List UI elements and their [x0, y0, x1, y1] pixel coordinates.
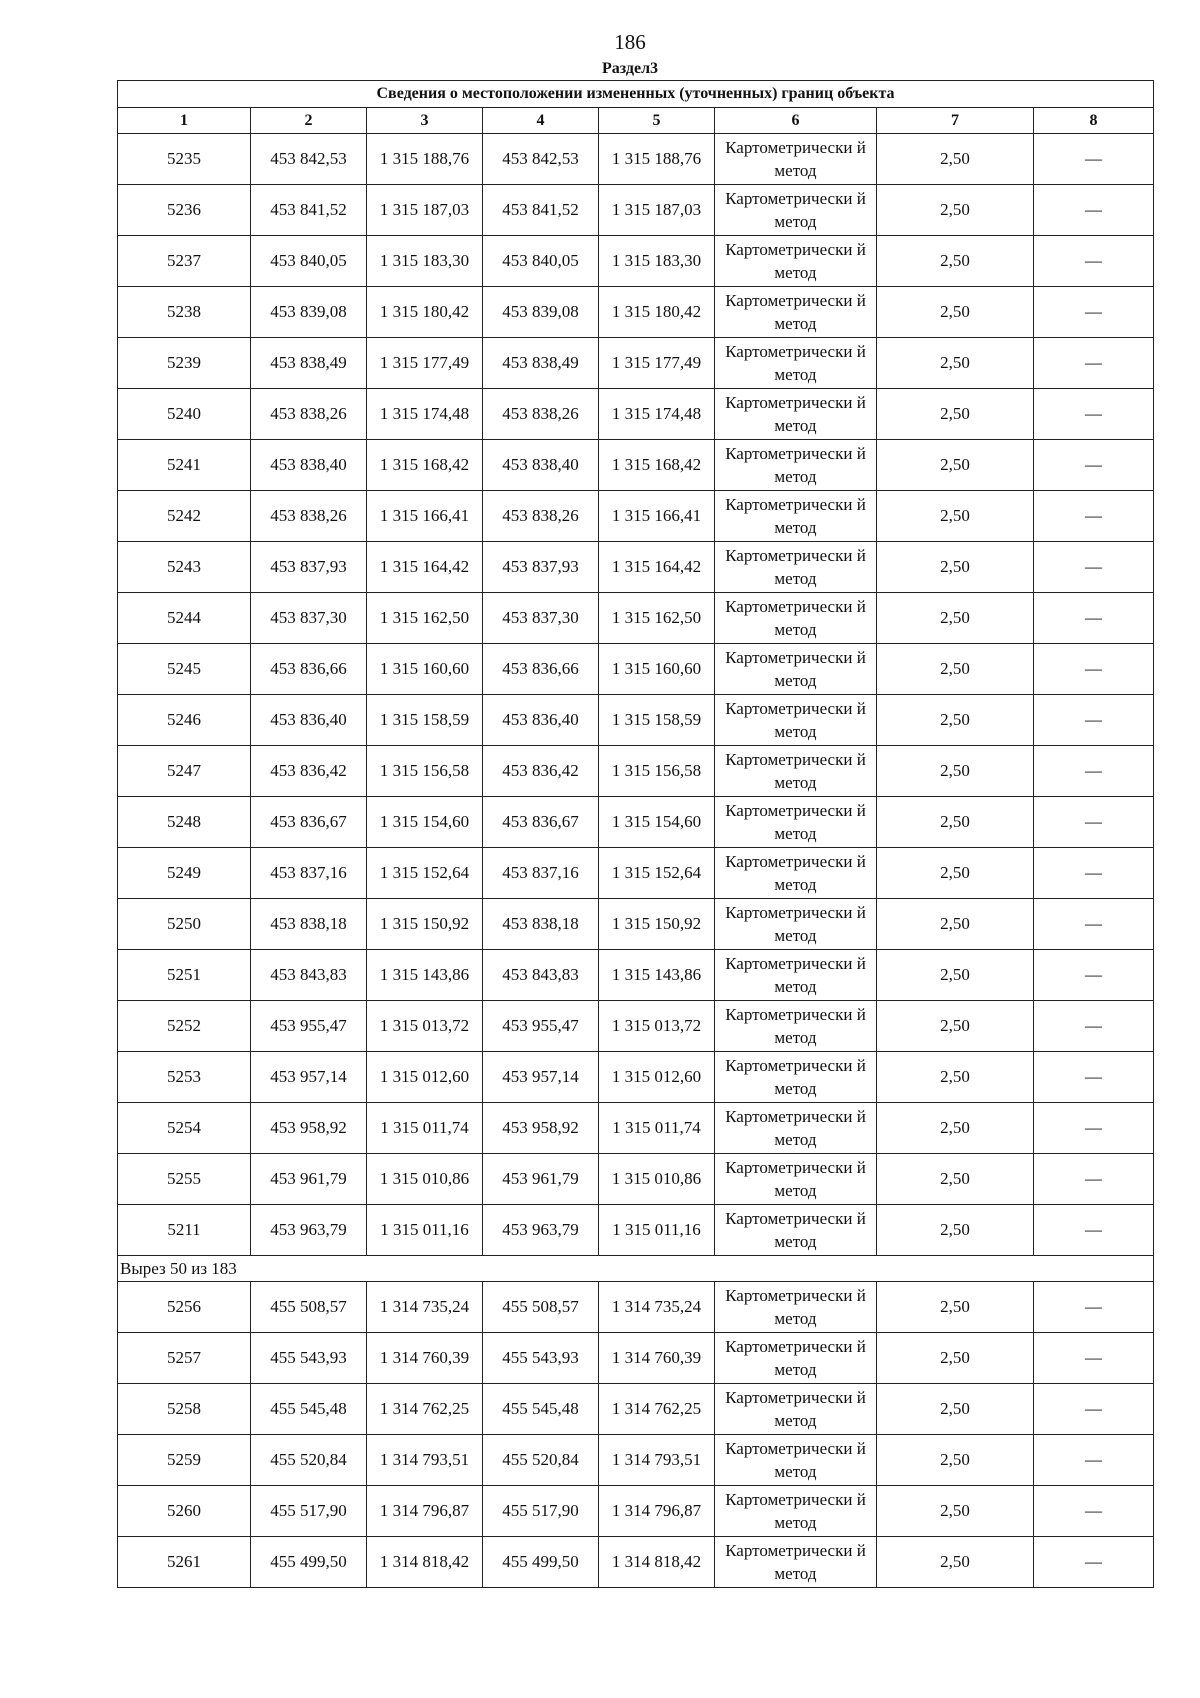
x-new-cell: 453 837,93: [483, 542, 599, 593]
method-cell: Картометрически й метод: [715, 1435, 877, 1486]
y-old-cell: 1 315 154,60: [367, 797, 483, 848]
accuracy-cell: 2,50: [877, 1205, 1034, 1256]
y-new-cell: 1 315 152,64: [599, 848, 715, 899]
y-old-cell: 1 315 183,30: [367, 236, 483, 287]
x-old-cell: 453 961,79: [251, 1154, 367, 1205]
table-row: [118, 746, 1154, 797]
x-new-cell: 453 841,52: [483, 185, 599, 236]
method-cell: Картометрически й метод: [715, 797, 877, 848]
description-cell: —: [1034, 389, 1154, 440]
point-number-cell: 5252: [118, 1001, 251, 1052]
x-new-cell: 453 838,26: [483, 491, 599, 542]
x-old-cell: 453 836,42: [251, 746, 367, 797]
table-row: [118, 1435, 1154, 1486]
y-old-cell: 1 315 188,76: [367, 134, 483, 185]
point-number-cell: 5241: [118, 440, 251, 491]
description-cell: —: [1034, 848, 1154, 899]
y-new-cell: 1 315 162,50: [599, 593, 715, 644]
point-number-cell: 5239: [118, 338, 251, 389]
y-new-cell: 1 314 818,42: [599, 1537, 715, 1588]
y-new-cell: 1 314 762,25: [599, 1384, 715, 1435]
point-number-cell: 5256: [118, 1282, 251, 1333]
point-number-cell: 5258: [118, 1384, 251, 1435]
section-title: Раздел3: [601, 60, 659, 77]
y-new-cell: 1 315 158,59: [599, 695, 715, 746]
x-new-cell: 453 840,05: [483, 236, 599, 287]
accuracy-cell: 2,50: [877, 440, 1034, 491]
description-cell: —: [1034, 593, 1154, 644]
y-old-cell: 1 315 160,60: [367, 644, 483, 695]
table-caption: Сведения о местоположении измененных (уточненных) границ объекта: [118, 81, 1154, 108]
method-cell: Картометрически й метод: [715, 644, 877, 695]
cutout-row: [118, 1256, 1154, 1282]
method-cell: Картометрически й метод: [715, 1537, 877, 1588]
point-number-cell: 5254: [118, 1103, 251, 1154]
column-header: 5: [599, 108, 715, 134]
method-cell: Картометрически й метод: [715, 746, 877, 797]
accuracy-cell: 2,50: [877, 389, 1034, 440]
accuracy-cell: 2,50: [877, 287, 1034, 338]
x-new-cell: 453 838,18: [483, 899, 599, 950]
x-new-cell: 455 520,84: [483, 1435, 599, 1486]
table-row: [118, 287, 1154, 338]
x-old-cell: 453 837,93: [251, 542, 367, 593]
accuracy-cell: 2,50: [877, 593, 1034, 644]
x-old-cell: 453 838,26: [251, 491, 367, 542]
description-cell: —: [1034, 644, 1154, 695]
table-row: [118, 185, 1154, 236]
cutout-label: Вырез 50 из 183: [118, 1256, 1154, 1282]
accuracy-cell: 2,50: [877, 950, 1034, 1001]
description-cell: —: [1034, 491, 1154, 542]
table-row: [118, 1486, 1154, 1537]
point-number-cell: 5245: [118, 644, 251, 695]
page-number: 186: [614, 30, 646, 54]
method-cell: Картометрически й метод: [715, 287, 877, 338]
y-new-cell: 1 315 164,42: [599, 542, 715, 593]
table-row: [118, 1103, 1154, 1154]
table-row: [118, 1001, 1154, 1052]
y-old-cell: 1 315 011,74: [367, 1103, 483, 1154]
table-row: [118, 1384, 1154, 1435]
y-new-cell: 1 315 166,41: [599, 491, 715, 542]
description-cell: —: [1034, 695, 1154, 746]
point-number-cell: 5211: [118, 1205, 251, 1256]
table-row: [118, 542, 1154, 593]
column-header: 2: [251, 108, 367, 134]
y-old-cell: 1 315 010,86: [367, 1154, 483, 1205]
method-cell: Картометрически й метод: [715, 440, 877, 491]
table-body: [118, 134, 1154, 1588]
x-old-cell: 453 836,66: [251, 644, 367, 695]
accuracy-cell: 2,50: [877, 134, 1034, 185]
y-old-cell: 1 315 143,86: [367, 950, 483, 1001]
method-cell: Картометрически й метод: [715, 389, 877, 440]
point-number-cell: 5238: [118, 287, 251, 338]
x-new-cell: 453 961,79: [483, 1154, 599, 1205]
x-new-cell: 453 838,26: [483, 389, 599, 440]
description-cell: —: [1034, 950, 1154, 1001]
point-number-cell: 5249: [118, 848, 251, 899]
accuracy-cell: 2,50: [877, 1282, 1034, 1333]
description-cell: —: [1034, 1001, 1154, 1052]
method-cell: Картометрически й метод: [715, 899, 877, 950]
x-new-cell: 453 837,30: [483, 593, 599, 644]
y-new-cell: 1 315 154,60: [599, 797, 715, 848]
accuracy-cell: 2,50: [877, 1333, 1034, 1384]
point-number-cell: 5255: [118, 1154, 251, 1205]
table-row: [118, 1205, 1154, 1256]
x-new-cell: 453 836,40: [483, 695, 599, 746]
x-old-cell: 453 839,08: [251, 287, 367, 338]
x-old-cell: 453 837,30: [251, 593, 367, 644]
table-row: [118, 236, 1154, 287]
table-row: [118, 1537, 1154, 1588]
y-new-cell: 1 314 760,39: [599, 1333, 715, 1384]
accuracy-cell: 2,50: [877, 1154, 1034, 1205]
point-number-cell: 5242: [118, 491, 251, 542]
y-old-cell: 1 314 796,87: [367, 1486, 483, 1537]
y-old-cell: 1 315 013,72: [367, 1001, 483, 1052]
x-old-cell: 453 842,53: [251, 134, 367, 185]
column-header: 6: [715, 108, 877, 134]
table-row: [118, 797, 1154, 848]
y-old-cell: 1 314 818,42: [367, 1537, 483, 1588]
column-header: 4: [483, 108, 599, 134]
description-cell: —: [1034, 1333, 1154, 1384]
description-cell: —: [1034, 797, 1154, 848]
description-cell: —: [1034, 1384, 1154, 1435]
method-cell: Картометрически й метод: [715, 1282, 877, 1333]
description-cell: —: [1034, 1282, 1154, 1333]
point-number-cell: 5248: [118, 797, 251, 848]
x-new-cell: 453 955,47: [483, 1001, 599, 1052]
x-old-cell: 453 838,18: [251, 899, 367, 950]
x-new-cell: 453 842,53: [483, 134, 599, 185]
y-new-cell: 1 315 180,42: [599, 287, 715, 338]
y-old-cell: 1 314 735,24: [367, 1282, 483, 1333]
y-new-cell: 1 315 187,03: [599, 185, 715, 236]
x-new-cell: 453 836,67: [483, 797, 599, 848]
method-cell: Картометрически й метод: [715, 848, 877, 899]
table-row: [118, 899, 1154, 950]
column-header: 8: [1034, 108, 1154, 134]
table-row: [118, 491, 1154, 542]
y-old-cell: 1 315 162,50: [367, 593, 483, 644]
description-cell: —: [1034, 542, 1154, 593]
table-row: [118, 1333, 1154, 1384]
accuracy-cell: 2,50: [877, 848, 1034, 899]
y-new-cell: 1 314 735,24: [599, 1282, 715, 1333]
x-old-cell: 453 955,47: [251, 1001, 367, 1052]
table-caption-row: [118, 81, 1154, 108]
y-old-cell: 1 315 156,58: [367, 746, 483, 797]
x-old-cell: 453 836,67: [251, 797, 367, 848]
column-header: 1: [118, 108, 251, 134]
table-row: [118, 695, 1154, 746]
description-cell: —: [1034, 185, 1154, 236]
x-old-cell: 453 963,79: [251, 1205, 367, 1256]
y-new-cell: 1 315 012,60: [599, 1052, 715, 1103]
table-row: [118, 950, 1154, 1001]
x-new-cell: 453 957,14: [483, 1052, 599, 1103]
point-number-cell: 5259: [118, 1435, 251, 1486]
y-new-cell: 1 315 183,30: [599, 236, 715, 287]
y-old-cell: 1 315 150,92: [367, 899, 483, 950]
table-row: [118, 440, 1154, 491]
x-new-cell: 455 543,93: [483, 1333, 599, 1384]
accuracy-cell: 2,50: [877, 1486, 1034, 1537]
point-number-cell: 5237: [118, 236, 251, 287]
column-header: 3: [367, 108, 483, 134]
method-cell: Картометрически й метод: [715, 1103, 877, 1154]
accuracy-cell: 2,50: [877, 338, 1034, 389]
accuracy-cell: 2,50: [877, 1052, 1034, 1103]
table-row: [118, 389, 1154, 440]
column-header-row: [118, 108, 1154, 134]
point-number-cell: 5247: [118, 746, 251, 797]
point-number-cell: 5243: [118, 542, 251, 593]
point-number-cell: 5246: [118, 695, 251, 746]
x-old-cell: 453 840,05: [251, 236, 367, 287]
y-old-cell: 1 315 177,49: [367, 338, 483, 389]
x-old-cell: 455 508,57: [251, 1282, 367, 1333]
point-number-cell: 5253: [118, 1052, 251, 1103]
description-cell: —: [1034, 1537, 1154, 1588]
table-row: [118, 338, 1154, 389]
method-cell: Картометрически й метод: [715, 185, 877, 236]
x-old-cell: 453 838,49: [251, 338, 367, 389]
accuracy-cell: 2,50: [877, 695, 1034, 746]
accuracy-cell: 2,50: [877, 542, 1034, 593]
description-cell: —: [1034, 134, 1154, 185]
point-number-cell: 5261: [118, 1537, 251, 1588]
description-cell: —: [1034, 1435, 1154, 1486]
description-cell: —: [1034, 899, 1154, 950]
accuracy-cell: 2,50: [877, 899, 1034, 950]
description-cell: —: [1034, 1052, 1154, 1103]
method-cell: Картометрически й метод: [715, 542, 877, 593]
y-old-cell: 1 315 011,16: [367, 1205, 483, 1256]
y-old-cell: 1 315 187,03: [367, 185, 483, 236]
y-old-cell: 1 315 152,64: [367, 848, 483, 899]
y-old-cell: 1 314 760,39: [367, 1333, 483, 1384]
accuracy-cell: 2,50: [877, 1384, 1034, 1435]
y-old-cell: 1 315 174,48: [367, 389, 483, 440]
x-new-cell: 453 836,66: [483, 644, 599, 695]
accuracy-cell: 2,50: [877, 644, 1034, 695]
x-new-cell: 455 545,48: [483, 1384, 599, 1435]
y-new-cell: 1 315 168,42: [599, 440, 715, 491]
x-new-cell: 453 837,16: [483, 848, 599, 899]
y-new-cell: 1 315 174,48: [599, 389, 715, 440]
method-cell: Картометрически й метод: [715, 950, 877, 1001]
y-new-cell: 1 314 796,87: [599, 1486, 715, 1537]
point-number-cell: 5235: [118, 134, 251, 185]
description-cell: —: [1034, 440, 1154, 491]
accuracy-cell: 2,50: [877, 1537, 1034, 1588]
method-cell: Картометрически й метод: [715, 695, 877, 746]
x-old-cell: 453 841,52: [251, 185, 367, 236]
description-cell: —: [1034, 746, 1154, 797]
y-new-cell: 1 315 188,76: [599, 134, 715, 185]
description-cell: —: [1034, 338, 1154, 389]
accuracy-cell: 2,50: [877, 236, 1034, 287]
x-old-cell: 455 543,93: [251, 1333, 367, 1384]
table-row: [118, 1282, 1154, 1333]
description-cell: —: [1034, 1205, 1154, 1256]
y-old-cell: 1 315 158,59: [367, 695, 483, 746]
method-cell: Картометрически й метод: [715, 134, 877, 185]
y-new-cell: 1 315 011,74: [599, 1103, 715, 1154]
x-old-cell: 455 517,90: [251, 1486, 367, 1537]
point-number-cell: 5250: [118, 899, 251, 950]
accuracy-cell: 2,50: [877, 1103, 1034, 1154]
x-new-cell: 453 838,40: [483, 440, 599, 491]
y-new-cell: 1 315 156,58: [599, 746, 715, 797]
method-cell: Картометрически й метод: [715, 491, 877, 542]
description-cell: —: [1034, 236, 1154, 287]
method-cell: Картометрически й метод: [715, 1205, 877, 1256]
table-row: [118, 644, 1154, 695]
method-cell: Картометрически й метод: [715, 338, 877, 389]
description-cell: —: [1034, 1103, 1154, 1154]
x-new-cell: 453 958,92: [483, 1103, 599, 1154]
y-old-cell: 1 315 164,42: [367, 542, 483, 593]
x-old-cell: 455 520,84: [251, 1435, 367, 1486]
x-old-cell: 453 843,83: [251, 950, 367, 1001]
x-old-cell: 453 836,40: [251, 695, 367, 746]
x-new-cell: 455 499,50: [483, 1537, 599, 1588]
y-new-cell: 1 315 013,72: [599, 1001, 715, 1052]
table-row: [118, 593, 1154, 644]
boundary-coordinates-table: [117, 80, 1154, 1588]
table-row: [118, 848, 1154, 899]
column-header: 7: [877, 108, 1034, 134]
x-new-cell: 455 508,57: [483, 1282, 599, 1333]
y-new-cell: 1 315 160,60: [599, 644, 715, 695]
accuracy-cell: 2,50: [877, 1001, 1034, 1052]
accuracy-cell: 2,50: [877, 185, 1034, 236]
accuracy-cell: 2,50: [877, 797, 1034, 848]
point-number-cell: 5236: [118, 185, 251, 236]
y-old-cell: 1 315 180,42: [367, 287, 483, 338]
y-new-cell: 1 315 010,86: [599, 1154, 715, 1205]
x-new-cell: 453 836,42: [483, 746, 599, 797]
y-new-cell: 1 315 011,16: [599, 1205, 715, 1256]
y-old-cell: 1 315 166,41: [367, 491, 483, 542]
x-new-cell: 453 963,79: [483, 1205, 599, 1256]
accuracy-cell: 2,50: [877, 746, 1034, 797]
method-cell: Картометрически й метод: [715, 1333, 877, 1384]
table-row: [118, 1052, 1154, 1103]
method-cell: Картометрически й метод: [715, 1154, 877, 1205]
x-new-cell: 455 517,90: [483, 1486, 599, 1537]
x-old-cell: 453 958,92: [251, 1103, 367, 1154]
description-cell: —: [1034, 287, 1154, 338]
y-old-cell: 1 314 762,25: [367, 1384, 483, 1435]
method-cell: Картометрически й метод: [715, 1052, 877, 1103]
x-old-cell: 453 957,14: [251, 1052, 367, 1103]
method-cell: Картометрически й метод: [715, 236, 877, 287]
y-old-cell: 1 315 012,60: [367, 1052, 483, 1103]
y-new-cell: 1 315 177,49: [599, 338, 715, 389]
x-new-cell: 453 839,08: [483, 287, 599, 338]
x-old-cell: 453 838,40: [251, 440, 367, 491]
x-new-cell: 453 843,83: [483, 950, 599, 1001]
method-cell: Картометрически й метод: [715, 1001, 877, 1052]
method-cell: Картометрически й метод: [715, 1486, 877, 1537]
x-old-cell: 453 837,16: [251, 848, 367, 899]
table-row: [118, 1154, 1154, 1205]
y-old-cell: 1 314 793,51: [367, 1435, 483, 1486]
point-number-cell: 5244: [118, 593, 251, 644]
y-old-cell: 1 315 168,42: [367, 440, 483, 491]
point-number-cell: 5251: [118, 950, 251, 1001]
point-number-cell: 5240: [118, 389, 251, 440]
description-cell: —: [1034, 1154, 1154, 1205]
y-new-cell: 1 315 150,92: [599, 899, 715, 950]
accuracy-cell: 2,50: [877, 1435, 1034, 1486]
point-number-cell: 5260: [118, 1486, 251, 1537]
x-old-cell: 455 545,48: [251, 1384, 367, 1435]
x-old-cell: 453 838,26: [251, 389, 367, 440]
point-number-cell: 5257: [118, 1333, 251, 1384]
table-row: [118, 134, 1154, 185]
method-cell: Картометрически й метод: [715, 1384, 877, 1435]
y-new-cell: 1 314 793,51: [599, 1435, 715, 1486]
description-cell: —: [1034, 1486, 1154, 1537]
y-new-cell: 1 315 143,86: [599, 950, 715, 1001]
x-new-cell: 453 838,49: [483, 338, 599, 389]
x-old-cell: 455 499,50: [251, 1537, 367, 1588]
method-cell: Картометрически й метод: [715, 593, 877, 644]
accuracy-cell: 2,50: [877, 491, 1034, 542]
